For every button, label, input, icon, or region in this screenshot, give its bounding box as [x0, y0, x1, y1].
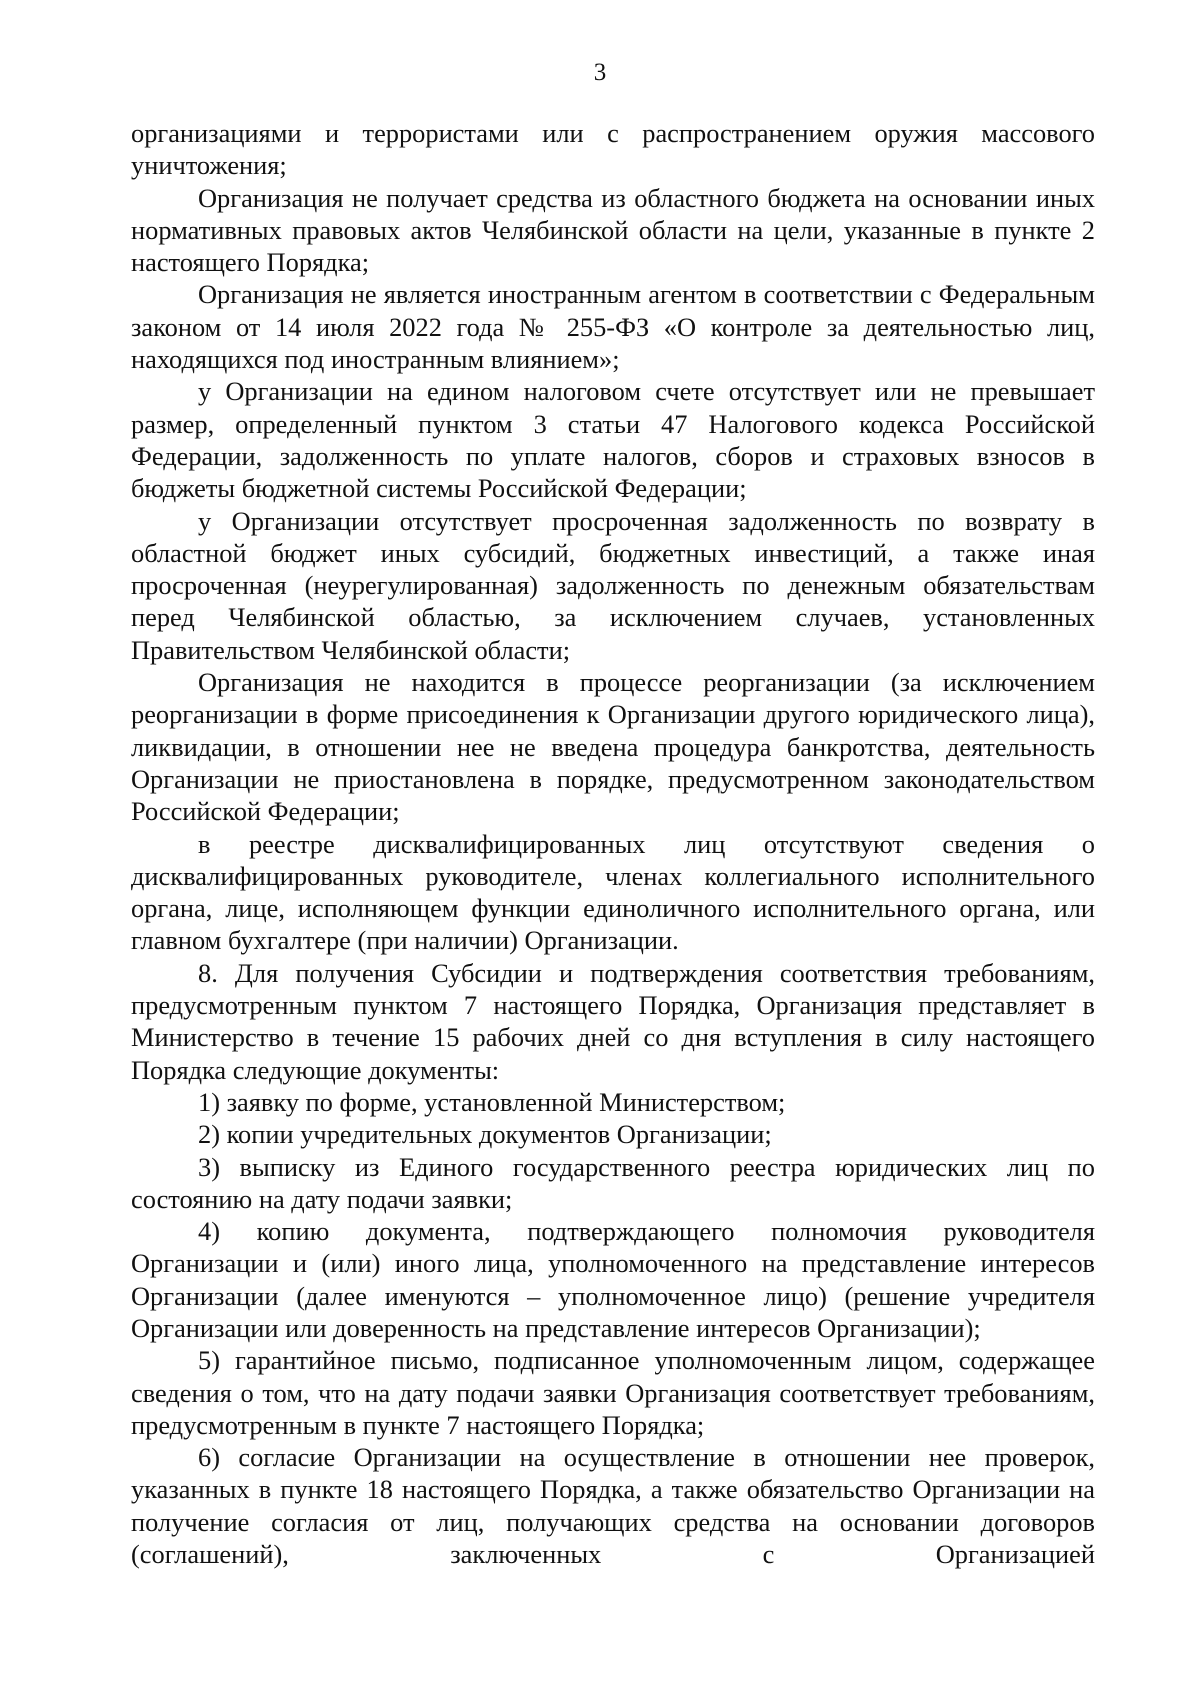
- list-item-5: 5) гарантийное письмо, подписанное уполномоченным лицом, содержащее сведения о том, что на дату подачи заявки Организация соответствует требованиям, предусмотренным в пункте 7 настоящего Порядка;: [131, 1345, 1095, 1440]
- list-item-3: 3) выписку из Единого государственного реестра юридических лиц по состоянию на дату подачи заявки;: [131, 1151, 1095, 1214]
- paragraph-item-8: 8. Для получения Субсидии и подтверждения соответствия требованиям, предусмотренным пунктом 7 настоящего Порядка, Организация представляет в Министерство в течение 15 рабочих дней со дня вступления в силу настоящего Порядка следующие документы:: [131, 957, 1095, 1085]
- paragraph-no-reorganization: Организация не находится в процессе реорганизации (за исключением реорганизации в форме присоединения к Организации другого юридического лица), ликвидации, в отношении нее не введена процедура банкротства, деятельность Организации не приостановлена в порядке, предусмотренном законодательством Российской Федерации;: [131, 667, 1095, 827]
- paragraph-no-disqualified-persons: в реестре дисквалифицированных лиц отсутствуют сведения о дисквалифицированных руководителе, членах коллегиального исполнительного органа, лице, исполняющем функции единоличного исполнительного органа, или главном бухгалтере (при наличии) Организации.: [131, 828, 1095, 956]
- page-number: 3: [593, 59, 607, 86]
- list-item-6: 6) согласие Организации на осуществление в отношении нее проверок, указанных в пункте 18 настоящего Порядка, а также обязательство Организации на получение согласия от лиц, получающих средства на основании договоров (соглашений), заключенных с Организацией: [131, 1442, 1095, 1570]
- paragraph-no-budget-funds: Организация не получает средства из областного бюджета на основании иных нормативных правовых актов Челябинской области на цели, указанные в пункте 2 настоящего Порядка;: [131, 182, 1095, 278]
- list-item-4: 4) копию документа, подтверждающего полномочия руководителя Организации и (или) иного лица, уполномоченного на представление интересов Организации (далее именуются – уполномоченное лицо) (решение учредителя Организации или доверенность на представление интересов Организации);: [131, 1216, 1095, 1343]
- paragraph-no-tax-debt: у Организации на едином налоговом счете отсутствует или не превышает размер, определенный пунктом 3 статьи 47 Налогового кодекса Российской Федерации, задолженность по уплате налогов, сборов и страховых взносов в бюджеты бюджетной системы Российской Федерации;: [131, 376, 1095, 504]
- document-body: [131, 117, 1095, 1570]
- paragraph-no-overdue-debt: у Организации отсутствует просроченная задолженность по возврату в областной бюджет иных субсидий, бюджетных инвестиций, а также иная просроченная (неурегулированная) задолженность по денежным обязательствам перед Челябинской областью, за исключением случаев, установленных Правительством Челябинской области;: [131, 505, 1095, 665]
- paragraph-continuation: организациями и террористами или с распространением оружия массового уничтожения;: [131, 118, 1095, 181]
- list-item-2: 2) копии учредительных документов Организации;: [198, 1119, 772, 1150]
- paragraph-not-foreign-agent: Организация не является иностранным агентом в соответствии с Федеральным законом от 14 июля 2022 года № 255-ФЗ «О контроле за деятельностью лиц, находящихся под иностранным влиянием»;: [131, 279, 1095, 375]
- list-item-1: 1) заявку по форме, установленной Министерством;: [198, 1086, 786, 1117]
